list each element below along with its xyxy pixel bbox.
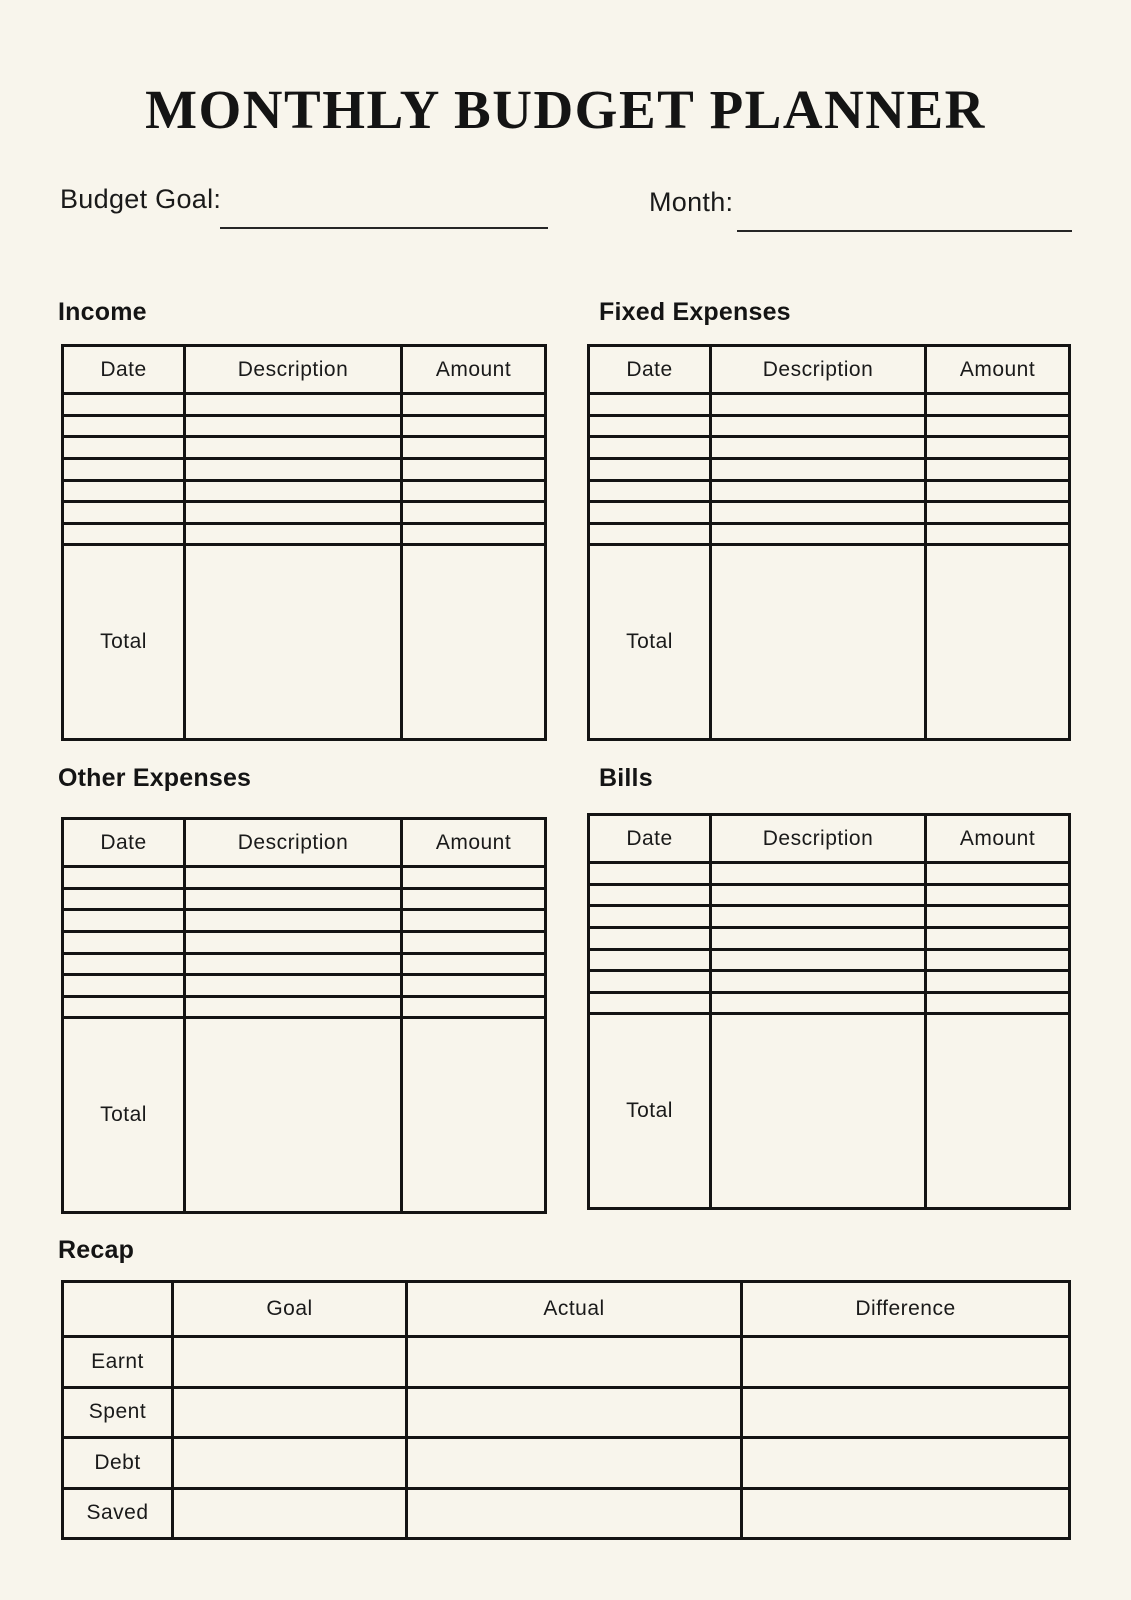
fixed-expenses-row [589, 480, 1070, 502]
bills-date-cell[interactable] [589, 863, 711, 885]
income-total-description-cell[interactable] [185, 545, 402, 740]
income-amount-cell[interactable] [402, 437, 546, 459]
income-table [61, 344, 547, 741]
fixed-expenses-total-description-cell[interactable] [711, 545, 926, 740]
fixed-expenses-description-cell[interactable] [711, 415, 926, 437]
income-row [63, 437, 546, 459]
bills-amount-cell[interactable] [926, 863, 1070, 885]
other-expenses-col-description: Description [185, 819, 402, 867]
recap-debt-actual-cell[interactable] [407, 1438, 742, 1489]
bills-description-cell[interactable] [711, 949, 926, 971]
bills-row [589, 863, 1070, 885]
budget-goal-label: Budget Goal: [60, 184, 222, 214]
fixed-expenses-description-cell[interactable] [711, 480, 926, 502]
bills-date-cell[interactable] [589, 884, 711, 906]
other-expenses-amount-cell[interactable] [402, 996, 546, 1018]
bills-date-cell[interactable] [589, 992, 711, 1014]
fixed-expenses-date-cell[interactable] [589, 523, 711, 545]
bills-col-description: Description [711, 815, 926, 863]
other-expenses-row [63, 931, 546, 953]
bills-description-cell[interactable] [711, 927, 926, 949]
other-expenses-row [63, 888, 546, 910]
bills-amount-cell[interactable] [926, 992, 1070, 1014]
bills-description-cell[interactable] [711, 863, 926, 885]
bills-row [589, 992, 1070, 1014]
recap-col-difference: Difference [742, 1282, 1070, 1337]
fixed-expenses-amount-cell[interactable] [926, 502, 1070, 524]
fixed-expenses-col-amount: Amount [926, 346, 1070, 394]
bills-col-amount: Amount [926, 815, 1070, 863]
bills-row [589, 949, 1070, 971]
other-expenses-date-cell[interactable] [63, 996, 185, 1018]
fixed-expenses-date-cell[interactable] [589, 394, 711, 416]
bills-total-row [589, 1014, 1070, 1209]
other-expenses-table [61, 817, 547, 1214]
income-col-date: Date [63, 346, 185, 394]
recap-spent-actual-cell[interactable] [407, 1387, 742, 1438]
other-expenses-col-date: Date [63, 819, 185, 867]
other-expenses-description-cell[interactable] [185, 953, 402, 975]
other-expenses-description-cell[interactable] [185, 975, 402, 997]
other-expenses-date-cell[interactable] [63, 931, 185, 953]
fixed-expenses-row [589, 523, 1070, 545]
income-row [63, 458, 546, 480]
budget-goal-input-line[interactable] [220, 227, 548, 229]
bills-row [589, 971, 1070, 993]
other-expenses-date-cell[interactable] [63, 953, 185, 975]
income-description-cell[interactable] [185, 437, 402, 459]
income-description-cell[interactable] [185, 523, 402, 545]
recap-row-earnt [63, 1337, 1070, 1388]
fixed-expenses-description-cell[interactable] [711, 502, 926, 524]
bills-total-amount-cell[interactable] [926, 1014, 1070, 1209]
other-expenses-row [63, 996, 546, 1018]
fixed-expenses-date-cell[interactable] [589, 415, 711, 437]
bills-amount-cell[interactable] [926, 949, 1070, 971]
income-row [63, 480, 546, 502]
bills-header-row [589, 815, 1070, 863]
income-row [63, 523, 546, 545]
other-expenses-description-cell[interactable] [185, 910, 402, 932]
fixed-expenses-header-row [589, 346, 1070, 394]
bills-table [587, 813, 1071, 1210]
fixed-expenses-row [589, 437, 1070, 459]
bills-description-cell[interactable] [711, 992, 926, 1014]
bills-amount-cell[interactable] [926, 971, 1070, 993]
recap-row-debt [63, 1438, 1070, 1489]
income-header-row [63, 346, 546, 394]
recap-earnt-actual-cell[interactable] [407, 1337, 742, 1388]
fixed-expenses-description-cell[interactable] [711, 437, 926, 459]
fixed-expenses-total-amount-cell[interactable] [926, 545, 1070, 740]
other-expenses-total-label: Total [63, 1018, 185, 1213]
income-description-cell[interactable] [185, 394, 402, 416]
recap-saved-goal-cell[interactable] [173, 1488, 407, 1539]
income-date-cell[interactable] [63, 458, 185, 480]
fixed-expenses-amount-cell[interactable] [926, 480, 1070, 502]
fixed-expenses-row [589, 394, 1070, 416]
fixed-expenses-description-cell[interactable] [711, 458, 926, 480]
fixed-expenses-row [589, 415, 1070, 437]
month-label: Month: [649, 187, 734, 217]
recap-spent-difference-cell[interactable] [742, 1387, 1070, 1438]
recap-earnt-goal-cell[interactable] [173, 1337, 407, 1388]
other-expenses-amount-cell[interactable] [402, 867, 546, 889]
other-expenses-amount-cell[interactable] [402, 953, 546, 975]
page-title: MONTHLY BUDGET PLANNER [145, 79, 986, 140]
income-date-cell[interactable] [63, 394, 185, 416]
income-date-cell[interactable] [63, 437, 185, 459]
recap-earnt-difference-cell[interactable] [742, 1337, 1070, 1388]
other-expenses-description-cell[interactable] [185, 888, 402, 910]
bills-date-cell[interactable] [589, 949, 711, 971]
bills-description-cell[interactable] [711, 906, 926, 928]
other-expenses-amount-cell[interactable] [402, 975, 546, 997]
income-amount-cell[interactable] [402, 480, 546, 502]
fixed-expenses-row [589, 458, 1070, 480]
other-expenses-description-cell[interactable] [185, 996, 402, 1018]
recap-earnt-label: Earnt [63, 1337, 173, 1388]
other-expenses-amount-cell[interactable] [402, 910, 546, 932]
income-row [63, 394, 546, 416]
fixed-expenses-table [587, 344, 1071, 741]
fixed-expenses-description-cell[interactable] [711, 523, 926, 545]
fixed-expenses-amount-cell[interactable] [926, 394, 1070, 416]
income-col-description: Description [185, 346, 402, 394]
income-description-cell[interactable] [185, 480, 402, 502]
fixed-expenses-total-label: Total [589, 545, 711, 740]
other-expenses-date-cell[interactable] [63, 910, 185, 932]
recap-saved-label: Saved [63, 1488, 173, 1539]
income-amount-cell[interactable] [402, 458, 546, 480]
recap-debt-difference-cell[interactable] [742, 1438, 1070, 1489]
recap-saved-actual-cell[interactable] [407, 1488, 742, 1539]
income-description-cell[interactable] [185, 415, 402, 437]
fixed-expenses-col-date: Date [589, 346, 711, 394]
bills-total-description-cell[interactable] [711, 1014, 926, 1209]
fixed-expenses-amount-cell[interactable] [926, 437, 1070, 459]
other-expenses-col-amount: Amount [402, 819, 546, 867]
recap-spent-label: Spent [63, 1387, 173, 1438]
bills-description-cell[interactable] [711, 971, 926, 993]
other-expenses-description-cell[interactable] [185, 931, 402, 953]
other-expenses-amount-cell[interactable] [402, 931, 546, 953]
income-amount-cell[interactable] [402, 394, 546, 416]
fixed-expenses-amount-cell[interactable] [926, 523, 1070, 545]
fixed-expenses-date-cell[interactable] [589, 502, 711, 524]
recap-corner-cell [63, 1282, 173, 1337]
income-amount-cell[interactable] [402, 523, 546, 545]
fixed-expenses-description-cell[interactable] [711, 394, 926, 416]
fixed-expenses-heading: Fixed Expenses [599, 298, 791, 326]
bills-row [589, 884, 1070, 906]
other-expenses-date-cell[interactable] [63, 888, 185, 910]
fixed-expenses-amount-cell[interactable] [926, 458, 1070, 480]
recap-header-row [63, 1282, 1070, 1337]
other-expenses-row [63, 975, 546, 997]
bills-amount-cell[interactable] [926, 884, 1070, 906]
income-description-cell[interactable] [185, 502, 402, 524]
other-expenses-row [63, 867, 546, 889]
fixed-expenses-date-cell[interactable] [589, 480, 711, 502]
income-total-amount-cell[interactable] [402, 545, 546, 740]
recap-row-spent [63, 1387, 1070, 1438]
other-expenses-heading: Other Expenses [58, 764, 252, 792]
bills-date-cell[interactable] [589, 927, 711, 949]
bills-heading: Bills [599, 764, 653, 792]
other-expenses-header-row [63, 819, 546, 867]
other-expenses-row [63, 910, 546, 932]
income-date-cell[interactable] [63, 502, 185, 524]
bills-amount-cell[interactable] [926, 927, 1070, 949]
other-expenses-date-cell[interactable] [63, 975, 185, 997]
other-expenses-amount-cell[interactable] [402, 888, 546, 910]
recap-spent-goal-cell[interactable] [173, 1387, 407, 1438]
bills-date-cell[interactable] [589, 971, 711, 993]
fixed-expenses-row [589, 502, 1070, 524]
recap-debt-label: Debt [63, 1438, 173, 1489]
recap-debt-goal-cell[interactable] [173, 1438, 407, 1489]
bills-amount-cell[interactable] [926, 906, 1070, 928]
recap-heading: Recap [58, 1236, 135, 1264]
income-amount-cell[interactable] [402, 502, 546, 524]
income-amount-cell[interactable] [402, 415, 546, 437]
other-expenses-row [63, 953, 546, 975]
fixed-expenses-col-description: Description [711, 346, 926, 394]
recap-col-actual: Actual [407, 1282, 742, 1337]
other-expenses-date-cell[interactable] [63, 867, 185, 889]
recap-saved-difference-cell[interactable] [742, 1488, 1070, 1539]
bills-date-cell[interactable] [589, 906, 711, 928]
bills-description-cell[interactable] [711, 884, 926, 906]
income-col-amount: Amount [402, 346, 546, 394]
other-expenses-description-cell[interactable] [185, 867, 402, 889]
income-row [63, 502, 546, 524]
fixed-expenses-date-cell[interactable] [589, 437, 711, 459]
income-date-cell[interactable] [63, 415, 185, 437]
bills-col-date: Date [589, 815, 711, 863]
recap-row-saved [63, 1488, 1070, 1539]
fixed-expenses-amount-cell[interactable] [926, 415, 1070, 437]
income-row [63, 415, 546, 437]
income-date-cell[interactable] [63, 480, 185, 502]
bills-row [589, 906, 1070, 928]
income-description-cell[interactable] [185, 458, 402, 480]
income-total-label: Total [63, 545, 185, 740]
month-input-line[interactable] [737, 230, 1072, 232]
fixed-expenses-date-cell[interactable] [589, 458, 711, 480]
other-expenses-total-amount-cell[interactable] [402, 1018, 546, 1213]
other-expenses-total-row [63, 1018, 546, 1213]
bills-row [589, 927, 1070, 949]
bills-total-label: Total [589, 1014, 711, 1209]
income-heading: Income [58, 298, 147, 326]
income-date-cell[interactable] [63, 523, 185, 545]
recap-table [61, 1280, 1071, 1540]
other-expenses-total-description-cell[interactable] [185, 1018, 402, 1213]
recap-col-goal: Goal [173, 1282, 407, 1337]
income-total-row [63, 545, 546, 740]
fixed-expenses-total-row [589, 545, 1070, 740]
